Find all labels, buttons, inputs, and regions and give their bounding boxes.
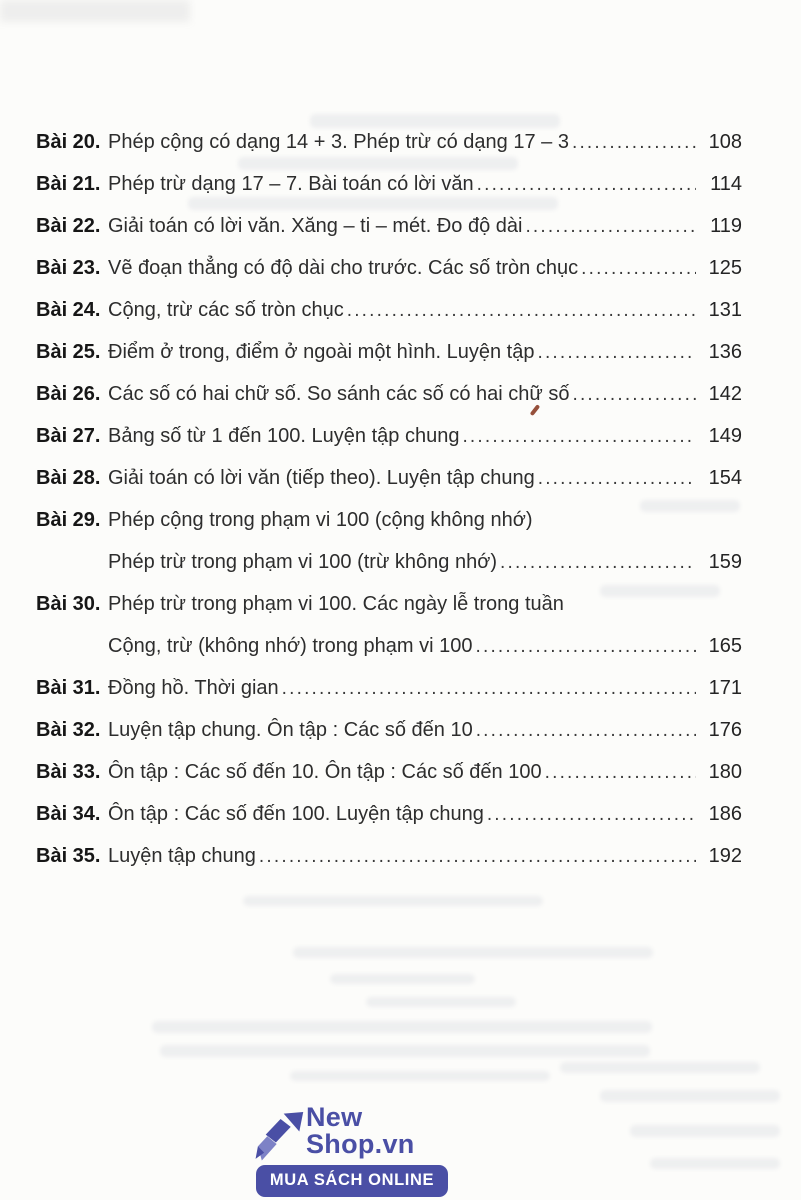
toc-entry-row [36,835,742,877]
toc-entry-page-number: 192 [708,845,742,867]
dot-leader [347,289,696,332]
toc-entry-title: Phép trừ trong phạm vi 100. Các ngày lễ trong tuần [108,593,564,615]
toc-entry-page-number: 149 [708,425,742,447]
toc-entry-title: Bảng số từ 1 đến 100. Luyện tập chung [108,425,460,447]
brand-name: New Shop.vn [306,1102,415,1159]
bleedthrough-line [366,997,516,1007]
toc-entry-page-number: 136 [708,341,742,363]
bleedthrough-line [290,1071,550,1081]
dot-leader [581,247,696,290]
bleedthrough-line [293,947,653,958]
toc-entry-label: Bài 35. [36,845,101,867]
toc-entry-label: Bài 21. [36,173,101,195]
dot-leader [282,667,696,710]
dot-leader [462,415,696,458]
dot-leader [525,205,696,248]
toc-entry-title: Cộng, trừ (không nhớ) trong phạm vi 100 [108,635,473,657]
toc-entry-label: Bài 29. [36,509,101,531]
dot-leader [259,835,696,878]
dot-leader [475,625,696,668]
toc-entry-label: Bài 27. [36,425,101,447]
toc-entry-page-number: 108 [708,131,742,153]
newshop-logo [254,1104,464,1197]
toc-entry-row [36,163,742,205]
toc-entry-row [36,289,742,331]
toc-entry-label: Bài 24. [36,299,101,321]
dot-leader [572,121,696,164]
bleedthrough-line [152,1021,652,1033]
newshop-logo-row [254,1104,464,1162]
toc-entry-page-number: 142 [708,383,742,405]
toc-entry-page-number: 180 [708,761,742,783]
dot-leader [572,373,696,416]
toc-entry-page-number: 125 [708,257,742,279]
newshop-arrow-icon [254,1112,304,1162]
toc-entry-page-number: 159 [708,551,742,573]
dot-leader [545,751,696,794]
toc-entry-row [36,583,742,625]
toc-entry-title: Ôn tập : Các số đến 100. Luyện tập chung [108,803,484,825]
dot-leader [476,709,696,752]
dot-leader [477,163,696,206]
toc-entry-row [36,625,742,667]
toc-entry-label: Bài 25. [36,341,101,363]
toc-entry-title: Giải toán có lời văn. Xăng – ti – mét. Đo độ dài [108,215,523,237]
toc-entry-title: Cộng, trừ các số tròn chục [108,299,344,321]
toc-entry-label: Bài 33. [36,761,101,783]
toc-entry-page-number: 119 [710,215,742,237]
toc-entry-row [36,709,742,751]
toc-entry-label: Bài 31. [36,677,101,699]
toc-entry-title: Phép cộng có dạng 14 + 3. Phép trừ có dạng 17 – 3 [108,131,569,153]
toc-entry-title: Các số có hai chữ số. So sánh các số có hai chữ số [108,383,570,405]
toc-entry-title: Phép trừ trong phạm vi 100 (trừ không nhớ) [108,551,497,573]
toc-entry-page-number: 154 [708,467,742,489]
toc-entry-label: Bài 34. [36,803,101,825]
toc-entry-title: Phép cộng trong phạm vi 100 (cộng không nhớ) [108,509,533,531]
toc-entry-title: Vẽ đoạn thẳng có độ dài cho trước. Các số tròn chục [108,257,579,279]
toc-entry-label: Bài 22. [36,215,101,237]
toc-entry-title: Phép trừ dạng 17 – 7. Bài toán có lời văn [108,173,474,195]
toc-entry-row [36,415,742,457]
toc-entry-row [36,373,742,415]
toc-entry-title: Luyện tập chung [108,845,256,867]
toc-entry-title: Ôn tập : Các số đến 10. Ôn tập : Các số đến 100 [108,761,542,783]
toc-entry-row [36,751,742,793]
dot-leader [500,541,696,584]
toc-entry-row [36,667,742,709]
brand-tagline-badge: MUA SÁCH ONLINE [256,1165,448,1197]
toc-entry-label: Bài 23. [36,257,101,279]
toc-entry-row [36,121,742,163]
dot-leader [537,331,696,374]
toc-entry-row [36,499,742,541]
dot-leader [538,457,696,500]
toc-entry-page-number: 176 [708,719,742,741]
toc-entry-label: Bài 32. [36,719,101,741]
toc-entry-label: Bài 26. [36,383,101,405]
bleedthrough-line [630,1125,780,1137]
bleedthrough-line [160,1045,650,1057]
toc-entry-page-number: 131 [708,299,742,321]
toc-entry-label: Bài 30. [36,593,101,615]
toc-entry-label: Bài 20. [36,131,101,153]
bleedthrough-line [600,1090,780,1102]
toc-entry-row [36,793,742,835]
toc-entry-title: Giải toán có lời văn (tiếp theo). Luyện tập chung [108,467,535,489]
toc-entry-row [36,247,742,289]
bleedthrough-line [560,1062,760,1073]
toc-entry-page-number: 186 [708,803,742,825]
bleedthrough-line [243,896,543,906]
toc-entry-title: Đồng hồ. Thời gian [108,677,279,699]
toc-list [36,121,742,877]
bleedthrough-line [650,1158,780,1169]
toc-entry-row [36,205,742,247]
toc-entry-title: Luyện tập chung. Ôn tập : Các số đến 10 [108,719,473,741]
toc-entry-title: Điểm ở trong, điểm ở ngoài một hình. Luyện tập [108,341,535,363]
toc-entry-label: Bài 28. [36,467,101,489]
bleedthrough-line [330,974,475,984]
toc-entry-page-number: 114 [710,173,742,195]
toc-entry-row [36,541,742,583]
toc-entry-page-number: 171 [708,677,742,699]
scan-smudge [0,0,190,22]
toc-entry-row [36,331,742,373]
toc-entry-page-number: 165 [708,635,742,657]
dot-leader [487,793,696,836]
toc-entry-row [36,457,742,499]
